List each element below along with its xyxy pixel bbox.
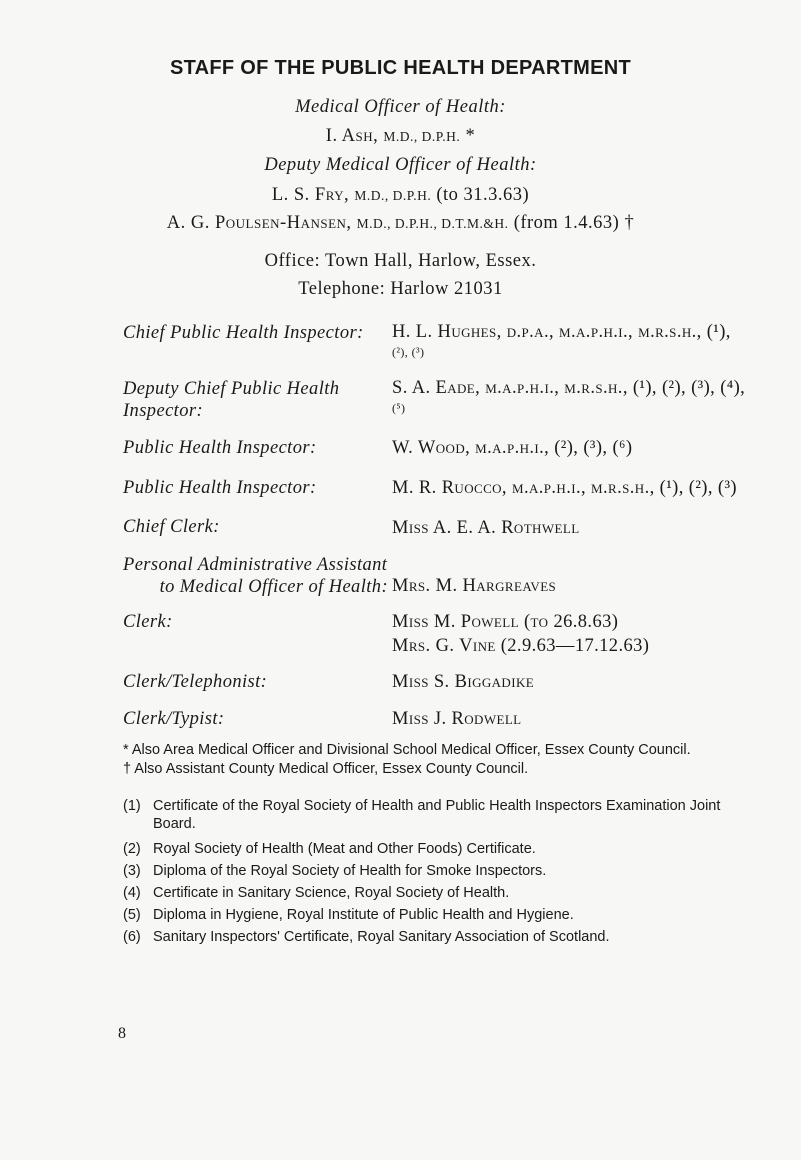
staff-row-2-value: W. Wood, m.a.p.h.i., (²), (³), (⁶)	[392, 438, 633, 458]
staff-row-6-label: Clerk:	[123, 612, 173, 632]
moh-mark: *	[465, 126, 476, 146]
telephone-label: Telephone:	[298, 279, 386, 299]
page-number: 8	[118, 1025, 126, 1042]
staff-row-3-value: M. R. Ruocco, m.a.p.h.i., m.r.s.h., (¹), (²), (³)	[392, 478, 737, 498]
qualification-item-6: (6) Sanitary Inspectors' Certificate, Royal Sanitary Association of Scotland.	[123, 929, 610, 945]
footnote-asterisk: * Also Area Medical Officer and Divisional School Medical Officer, Essex County Council.	[123, 742, 691, 758]
qualification-item-5: (5) Diploma in Hygiene, Royal Institute of Public Health and Hygiene.	[123, 907, 574, 923]
office-label: Office:	[264, 251, 321, 271]
moh-line	[0, 126, 801, 147]
staff-row-5-label: Personal Administrative Assistant to Medical Officer of Health:	[123, 555, 388, 597]
staff-row-7-label: Clerk/Telephonist:	[123, 672, 268, 692]
staff-row-6-value: Miss M. Powell (to 26.8.63) Mrs. G. Vine (2.9.63—17.12.63)	[392, 612, 650, 656]
dmoh-1-note: (to 31.3.63)	[436, 185, 530, 205]
footnote-dagger: † Also Assistant County Medical Officer, Essex County Council.	[123, 761, 529, 777]
staff-row-2-label: Public Health Inspector:	[123, 438, 317, 458]
staff-row-7-value: Miss S. Biggadike	[392, 672, 535, 692]
dmoh-2-note: (from 1.4.63) †	[513, 213, 635, 233]
moh-name: I. Ash,	[325, 126, 379, 146]
dmoh-1-quals: M.D., D.P.H.	[354, 188, 432, 203]
qualification-item-1: (1) Certificate of the Royal Society of Health and Public Health Inspectors Examination Joint Board.	[123, 798, 721, 832]
office-line	[0, 251, 801, 272]
dmoh-heading: Deputy Medical Officer of Health:	[264, 155, 537, 175]
staff-row-0-value: H. L. Hughes, d.p.a., m.a.p.h.i., m.r.s.h., (¹), (²), (³)	[392, 322, 731, 359]
qualification-item-2: (2) Royal Society of Health (Meat and Other Foods) Certificate.	[123, 841, 536, 857]
dmoh-line-2	[0, 213, 801, 234]
staff-row-5-value: Mrs. M. Hargreaves	[392, 576, 557, 596]
staff-row-4-label: Chief Clerk:	[123, 517, 220, 537]
staff-row-8-label: Clerk/Typist:	[123, 709, 225, 729]
staff-row-3-label: Public Health Inspector:	[123, 478, 317, 498]
telephone-line	[0, 279, 801, 300]
moh-heading: Medical Officer of Health:	[295, 97, 506, 117]
staff-row-8-value: Miss J. Rodwell	[392, 709, 522, 729]
moh-quals: M.D., D.P.H.	[383, 129, 461, 144]
qualification-item-3: (3) Diploma of the Royal Society of Health for Smoke Inspectors.	[123, 863, 547, 879]
dmoh-2-quals: M.D., D.P.H., D.T.M.&H.	[356, 216, 509, 231]
dmoh-2-name: A. G. Poulsen-Hansen,	[166, 213, 352, 233]
page-title: STAFF OF THE PUBLIC HEALTH DEPARTMENT	[169, 57, 632, 79]
office-value: Town Hall, Harlow, Essex.	[324, 251, 537, 271]
staff-row-1-label: Deputy Chief Public Health Inspector:	[123, 379, 340, 421]
telephone-value: Harlow 21031	[390, 279, 503, 299]
dmoh-line-1	[0, 185, 801, 206]
staff-row-0-label: Chief Public Health Inspector:	[123, 323, 364, 343]
dmoh-1-name: L. S. Fry,	[271, 185, 350, 205]
qualification-item-4: (4) Certificate in Sanitary Science, Royal Society of Health.	[123, 885, 510, 901]
staff-row-1-value: S. A. Eade, m.a.p.h.i., m.r.s.h., (¹), (²), (³), (⁴), (⁵)	[392, 378, 746, 415]
staff-row-4-value: Miss A. E. A. Rothwell	[392, 518, 580, 538]
